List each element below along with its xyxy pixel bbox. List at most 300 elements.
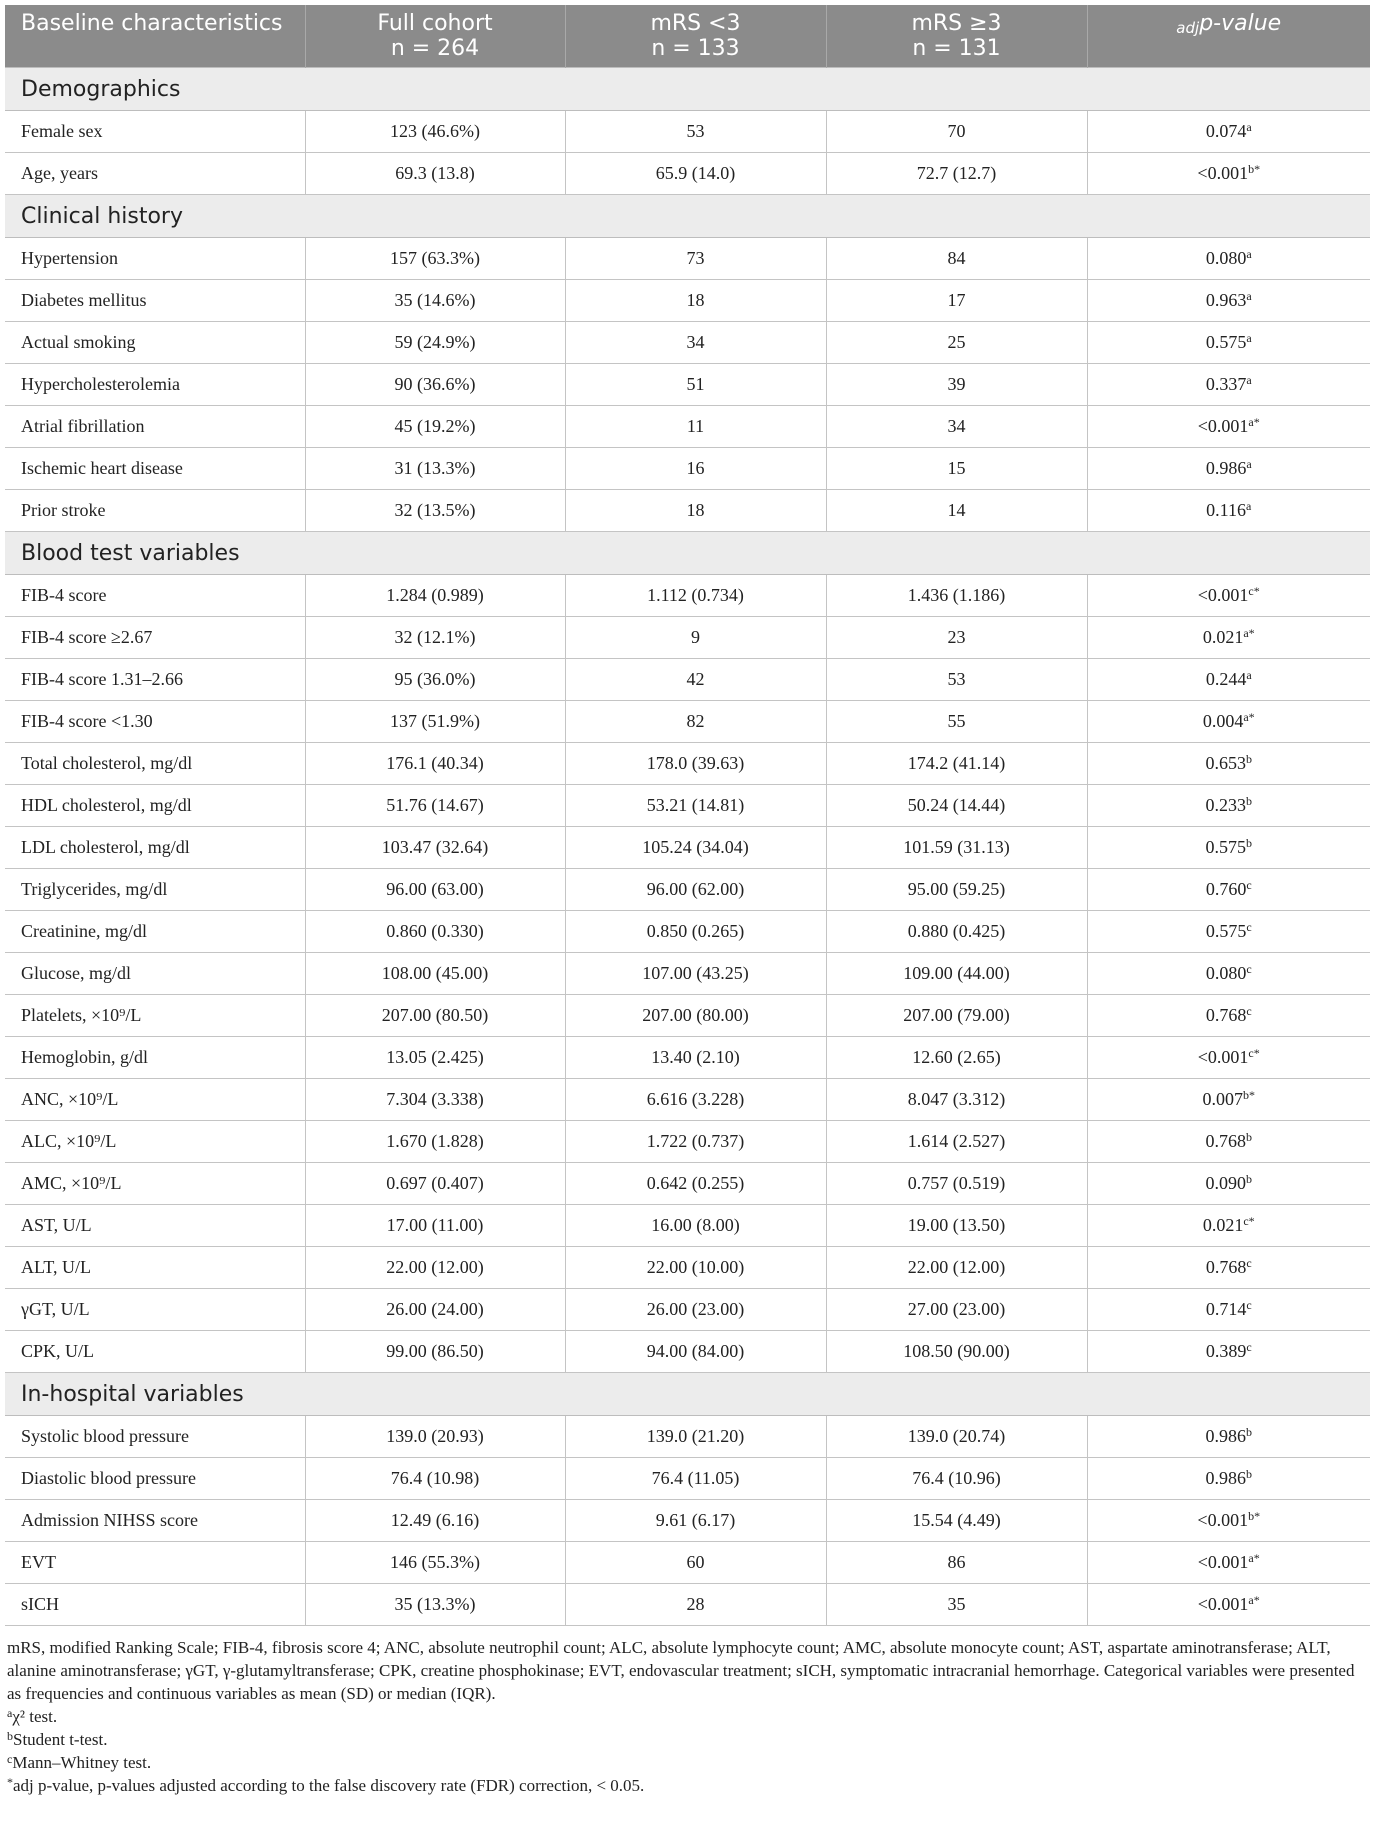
cell-adj-p-value <box>1087 1416 1370 1458</box>
cell-adj-p-value <box>1087 995 1370 1037</box>
cell-mrs-3-or-more: 27.00 (23.00) <box>826 1289 1087 1331</box>
cell-adj-p-value <box>1087 575 1370 617</box>
section-title: Blood test variables <box>5 532 1370 575</box>
cell-mrs-below-3: 0.642 (0.255) <box>565 1163 826 1205</box>
p-value-test-marker: c* <box>1243 1214 1255 1228</box>
cell-characteristic: FIB-4 score <1.30 <box>5 701 305 743</box>
cell-mrs-below-3: 60 <box>565 1542 826 1584</box>
footnote-abbreviations: mRS, modified Ranking Scale; FIB-4, fibrosis score 4; ANC, absolute neutrophil count; ALC, absolute lymphocyte count; AMC, absolute monocyte count; AST, aspartate aminotransferase; ALT, alanine aminotransferase; γGT, γ-glutamyltransferase; CPK, creatine phosphokinase; EVT, endovascular treatment; sICH, symptomatic intracranial hemorrhage. Categorical variables were presented as frequencies and continuous variables as mean (SD) or median (IQR). <box>7 1638 1355 1703</box>
cell-characteristic: Admission NIHSS score <box>5 1500 305 1542</box>
cell-characteristic: EVT <box>5 1542 305 1584</box>
cell-full-cohort: 90 (36.6%) <box>305 364 565 406</box>
cell-full-cohort: 139.0 (20.93) <box>305 1416 565 1458</box>
cell-mrs-3-or-more: 0.757 (0.519) <box>826 1163 1087 1205</box>
cell-mrs-3-or-more: 174.2 (41.14) <box>826 743 1087 785</box>
cell-characteristic: Prior stroke <box>5 490 305 532</box>
cell-mrs-3-or-more: 17 <box>826 280 1087 322</box>
header-mrs-3-or-more-n: n = 131 <box>912 36 1001 61</box>
cell-mrs-3-or-more: 14 <box>826 490 1087 532</box>
cell-adj-p-value <box>1087 785 1370 827</box>
table-row <box>5 617 1370 659</box>
cell-full-cohort: 59 (24.9%) <box>305 322 565 364</box>
p-value: 0.080 <box>1205 963 1247 983</box>
cell-mrs-3-or-more: 12.60 (2.65) <box>826 1037 1087 1079</box>
cell-mrs-3-or-more: 72.7 (12.7) <box>826 153 1087 195</box>
table-row <box>5 785 1370 827</box>
header-adj-subscript: adj <box>1176 19 1200 37</box>
p-value-test-marker: a <box>1246 373 1252 387</box>
p-value: 0.768 <box>1205 1257 1247 1277</box>
cell-mrs-below-3: 53.21 (14.81) <box>565 785 826 827</box>
cell-characteristic: sICH <box>5 1584 305 1626</box>
table-row <box>5 238 1370 280</box>
table-row <box>5 1205 1370 1247</box>
cell-adj-p-value <box>1087 617 1370 659</box>
table-row <box>5 322 1370 364</box>
table-row <box>5 1458 1370 1500</box>
cell-full-cohort: 157 (63.3%) <box>305 238 565 280</box>
header-full-cohort <box>305 5 565 68</box>
cell-mrs-3-or-more: 34 <box>826 406 1087 448</box>
cell-adj-p-value <box>1087 153 1370 195</box>
cell-adj-p-value <box>1087 322 1370 364</box>
cell-characteristic: ALC, ×10⁹/L <box>5 1121 305 1163</box>
cell-mrs-below-3: 1.112 (0.734) <box>565 575 826 617</box>
p-value-test-marker: a <box>1246 120 1252 134</box>
header-adj-p-value <box>1087 5 1370 68</box>
cell-mrs-3-or-more: 86 <box>826 1542 1087 1584</box>
cell-full-cohort: 207.00 (80.50) <box>305 995 565 1037</box>
p-value: 0.986 <box>1205 1426 1246 1446</box>
cell-adj-p-value <box>1087 1584 1370 1626</box>
cell-characteristic: Creatinine, mg/dl <box>5 911 305 953</box>
cell-full-cohort: 108.00 (45.00) <box>305 953 565 995</box>
cell-mrs-below-3: 9 <box>565 617 826 659</box>
cell-mrs-3-or-more: 35 <box>826 1584 1087 1626</box>
p-value: 0.007 <box>1202 1089 1243 1109</box>
p-value: 0.233 <box>1205 795 1246 815</box>
cell-characteristic: FIB-4 score <box>5 575 305 617</box>
p-value-test-marker: c <box>1246 920 1252 934</box>
footnote-b-mark: b <box>7 1729 13 1743</box>
cell-full-cohort: 32 (12.1%) <box>305 617 565 659</box>
section-row <box>5 68 1370 111</box>
table-row <box>5 364 1370 406</box>
p-value-test-marker: c <box>1246 878 1252 892</box>
p-value: <0.001 <box>1197 1552 1249 1572</box>
cell-adj-p-value <box>1087 280 1370 322</box>
cell-adj-p-value <box>1087 1079 1370 1121</box>
cell-characteristic: Atrial fibrillation <box>5 406 305 448</box>
table-row <box>5 953 1370 995</box>
p-value: 0.714 <box>1205 1299 1247 1319</box>
p-value-test-marker: b <box>1246 752 1252 766</box>
cell-adj-p-value <box>1087 1037 1370 1079</box>
cell-mrs-3-or-more: 207.00 (79.00) <box>826 995 1087 1037</box>
cell-mrs-below-3: 16.00 (8.00) <box>565 1205 826 1247</box>
footnote-a-mark: a <box>7 1706 13 1720</box>
section-row <box>5 195 1370 238</box>
cell-mrs-3-or-more: 1.614 (2.527) <box>826 1121 1087 1163</box>
cell-adj-p-value <box>1087 238 1370 280</box>
cell-adj-p-value <box>1087 406 1370 448</box>
p-value-test-marker: a* <box>1248 415 1260 429</box>
table-row <box>5 1584 1370 1626</box>
p-value: <0.001 <box>1197 416 1249 436</box>
cell-mrs-below-3: 73 <box>565 238 826 280</box>
header-p-value-label: p-value <box>1199 11 1282 36</box>
cell-mrs-3-or-more: 1.436 (1.186) <box>826 575 1087 617</box>
footnote-star-text: adj p-value, p-values adjusted according to the false discovery rate (FDR) correction, < 0.05. <box>13 1776 645 1795</box>
cell-mrs-below-3: 139.0 (21.20) <box>565 1416 826 1458</box>
cell-characteristic: Platelets, ×10⁹/L <box>5 995 305 1037</box>
cell-characteristic: AMC, ×10⁹/L <box>5 1163 305 1205</box>
cell-characteristic: Systolic blood pressure <box>5 1416 305 1458</box>
cell-mrs-below-3: 51 <box>565 364 826 406</box>
cell-adj-p-value <box>1087 1289 1370 1331</box>
p-value-test-marker: a <box>1246 499 1252 513</box>
p-value: <0.001 <box>1197 163 1249 183</box>
header-mrs-3-or-more <box>826 5 1087 68</box>
cell-characteristic: Female sex <box>5 111 305 153</box>
cell-full-cohort: 1.670 (1.828) <box>305 1121 565 1163</box>
p-value: 0.021 <box>1202 627 1244 647</box>
p-value-test-marker: a* <box>1248 1551 1260 1565</box>
p-value-test-marker: a* <box>1243 710 1255 724</box>
table-header <box>5 5 1370 68</box>
cell-mrs-below-3: 13.40 (2.10) <box>565 1037 826 1079</box>
cell-adj-p-value <box>1087 364 1370 406</box>
cell-mrs-below-3: 107.00 (43.25) <box>565 953 826 995</box>
p-value-test-marker: a* <box>1243 626 1255 640</box>
cell-full-cohort: 35 (13.3%) <box>305 1584 565 1626</box>
p-value-test-marker: b* <box>1243 1088 1255 1102</box>
footnote-b <box>7 1728 1368 1751</box>
cell-characteristic: Ischemic heart disease <box>5 448 305 490</box>
cell-full-cohort: 76.4 (10.98) <box>305 1458 565 1500</box>
cell-adj-p-value <box>1087 448 1370 490</box>
cell-mrs-below-3: 207.00 (80.00) <box>565 995 826 1037</box>
cell-mrs-3-or-more: 19.00 (13.50) <box>826 1205 1087 1247</box>
table-row <box>5 1542 1370 1584</box>
table-row <box>5 1247 1370 1289</box>
p-value-test-marker: a <box>1246 289 1252 303</box>
p-value-test-marker: c <box>1246 962 1252 976</box>
p-value: 0.986 <box>1205 458 1247 478</box>
cell-adj-p-value <box>1087 1542 1370 1584</box>
cell-full-cohort: 31 (13.3%) <box>305 448 565 490</box>
table-container <box>5 5 1370 1797</box>
cell-adj-p-value <box>1087 1500 1370 1542</box>
p-value-test-marker: b <box>1246 1467 1252 1481</box>
section-title: Clinical history <box>5 195 1370 238</box>
cell-adj-p-value <box>1087 911 1370 953</box>
cell-mrs-3-or-more: 70 <box>826 111 1087 153</box>
baseline-characteristics-table <box>5 5 1370 1626</box>
table-row <box>5 280 1370 322</box>
footnote-a-text: χ² test. <box>12 1707 58 1726</box>
cell-full-cohort: 17.00 (11.00) <box>305 1205 565 1247</box>
p-value-test-marker: a <box>1246 247 1252 261</box>
cell-characteristic: Total cholesterol, mg/dl <box>5 743 305 785</box>
cell-characteristic: ANC, ×10⁹/L <box>5 1079 305 1121</box>
cell-mrs-3-or-more: 25 <box>826 322 1087 364</box>
p-value: 0.963 <box>1205 290 1247 310</box>
cell-mrs-below-3: 0.850 (0.265) <box>565 911 826 953</box>
p-value: 0.575 <box>1205 837 1246 857</box>
p-value-test-marker: b <box>1246 794 1252 808</box>
table-row <box>5 1331 1370 1373</box>
table-row <box>5 1289 1370 1331</box>
footnote-star <box>7 1774 1368 1797</box>
cell-full-cohort: 32 (13.5%) <box>305 490 565 532</box>
section-row <box>5 532 1370 575</box>
cell-adj-p-value <box>1087 1205 1370 1247</box>
cell-full-cohort: 45 (19.2%) <box>305 406 565 448</box>
section-title: In-hospital variables <box>5 1373 1370 1416</box>
cell-mrs-below-3: 105.24 (34.04) <box>565 827 826 869</box>
table-row <box>5 448 1370 490</box>
cell-mrs-below-3: 65.9 (14.0) <box>565 153 826 195</box>
cell-characteristic: LDL cholesterol, mg/dl <box>5 827 305 869</box>
p-value: <0.001 <box>1197 1047 1249 1067</box>
footnote-b-text: Student t-test. <box>13 1730 108 1749</box>
table-row <box>5 701 1370 743</box>
cell-characteristic: γGT, U/L <box>5 1289 305 1331</box>
header-full-cohort-title: Full cohort <box>377 11 493 36</box>
p-value: 0.389 <box>1205 1341 1247 1361</box>
cell-mrs-below-3: 18 <box>565 280 826 322</box>
cell-mrs-3-or-more: 22.00 (12.00) <box>826 1247 1087 1289</box>
cell-characteristic: ALT, U/L <box>5 1247 305 1289</box>
table-body <box>5 68 1370 1626</box>
p-value: 0.768 <box>1205 1131 1246 1151</box>
cell-mrs-below-3: 11 <box>565 406 826 448</box>
p-value: 0.080 <box>1205 248 1247 268</box>
p-value-test-marker: c* <box>1248 584 1260 598</box>
cell-full-cohort: 137 (51.9%) <box>305 701 565 743</box>
footnote-c <box>7 1751 1368 1774</box>
p-value-test-marker: a <box>1246 457 1252 471</box>
cell-mrs-below-3: 26.00 (23.00) <box>565 1289 826 1331</box>
table-row <box>5 1416 1370 1458</box>
cell-adj-p-value <box>1087 1121 1370 1163</box>
p-value-test-marker: b <box>1246 836 1252 850</box>
table-row <box>5 490 1370 532</box>
cell-adj-p-value <box>1087 1163 1370 1205</box>
p-value-test-marker: c* <box>1248 1046 1260 1060</box>
cell-characteristic: Hypertension <box>5 238 305 280</box>
cell-adj-p-value <box>1087 701 1370 743</box>
p-value-test-marker: b <box>1246 1172 1252 1186</box>
cell-mrs-below-3: 18 <box>565 490 826 532</box>
p-value-test-marker: b <box>1246 1130 1252 1144</box>
cell-mrs-3-or-more: 15 <box>826 448 1087 490</box>
cell-mrs-3-or-more: 84 <box>826 238 1087 280</box>
p-value: 0.653 <box>1205 753 1246 773</box>
table-row <box>5 1079 1370 1121</box>
cell-characteristic: HDL cholesterol, mg/dl <box>5 785 305 827</box>
p-value-test-marker: a <box>1246 331 1252 345</box>
p-value-test-marker: c <box>1246 1340 1252 1354</box>
p-value: 0.760 <box>1205 879 1247 899</box>
cell-adj-p-value <box>1087 1458 1370 1500</box>
cell-mrs-below-3: 76.4 (11.05) <box>565 1458 826 1500</box>
p-value-test-marker: c <box>1246 1256 1252 1270</box>
cell-mrs-3-or-more: 8.047 (3.312) <box>826 1079 1087 1121</box>
table-row <box>5 406 1370 448</box>
cell-adj-p-value <box>1087 953 1370 995</box>
table-row <box>5 743 1370 785</box>
cell-mrs-below-3: 96.00 (62.00) <box>565 869 826 911</box>
cell-characteristic: Age, years <box>5 153 305 195</box>
header-mrs-below-3-title: mRS <3 <box>650 11 741 36</box>
cell-characteristic: CPK, U/L <box>5 1331 305 1373</box>
p-value-test-marker: b* <box>1248 1509 1261 1523</box>
cell-mrs-below-3: 22.00 (10.00) <box>565 1247 826 1289</box>
cell-mrs-3-or-more: 55 <box>826 701 1087 743</box>
p-value-test-marker: a <box>1246 668 1252 682</box>
cell-mrs-below-3: 42 <box>565 659 826 701</box>
cell-full-cohort: 146 (55.3%) <box>305 1542 565 1584</box>
p-value: <0.001 <box>1197 1594 1249 1614</box>
p-value: 0.575 <box>1205 921 1247 941</box>
p-value: 0.004 <box>1202 711 1244 731</box>
cell-characteristic: Glucose, mg/dl <box>5 953 305 995</box>
cell-full-cohort: 0.860 (0.330) <box>305 911 565 953</box>
p-value: <0.001 <box>1197 585 1249 605</box>
table-row <box>5 111 1370 153</box>
table-row <box>5 869 1370 911</box>
cell-mrs-3-or-more: 139.0 (20.74) <box>826 1416 1087 1458</box>
section-row <box>5 1373 1370 1416</box>
cell-full-cohort: 7.304 (3.338) <box>305 1079 565 1121</box>
cell-characteristic: Actual smoking <box>5 322 305 364</box>
cell-full-cohort: 99.00 (86.50) <box>305 1331 565 1373</box>
cell-mrs-below-3: 94.00 (84.00) <box>565 1331 826 1373</box>
p-value: 0.074 <box>1205 121 1247 141</box>
cell-mrs-below-3: 53 <box>565 111 826 153</box>
cell-mrs-3-or-more: 39 <box>826 364 1087 406</box>
p-value-test-marker: c <box>1246 1298 1252 1312</box>
header-mrs-below-3 <box>565 5 826 68</box>
table-row <box>5 1037 1370 1079</box>
cell-full-cohort: 13.05 (2.425) <box>305 1037 565 1079</box>
cell-adj-p-value <box>1087 659 1370 701</box>
cell-adj-p-value <box>1087 827 1370 869</box>
cell-full-cohort: 103.47 (32.64) <box>305 827 565 869</box>
cell-mrs-3-or-more: 76.4 (10.96) <box>826 1458 1087 1500</box>
cell-full-cohort: 95 (36.0%) <box>305 659 565 701</box>
p-value-test-marker: a* <box>1248 1593 1260 1607</box>
cell-characteristic: Hypercholesterolemia <box>5 364 305 406</box>
table-row <box>5 1500 1370 1542</box>
header-mrs-3-or-more-title: mRS ≥3 <box>911 11 1002 36</box>
cell-mrs-below-3: 16 <box>565 448 826 490</box>
section-title: Demographics <box>5 68 1370 111</box>
cell-characteristic: Triglycerides, mg/dl <box>5 869 305 911</box>
cell-full-cohort: 26.00 (24.00) <box>305 1289 565 1331</box>
cell-characteristic: Diastolic blood pressure <box>5 1458 305 1500</box>
cell-adj-p-value <box>1087 490 1370 532</box>
table-row <box>5 153 1370 195</box>
cell-mrs-below-3: 1.722 (0.737) <box>565 1121 826 1163</box>
table-footnotes <box>5 1636 1370 1797</box>
p-value: 0.244 <box>1205 669 1247 689</box>
cell-mrs-3-or-more: 15.54 (4.49) <box>826 1500 1087 1542</box>
cell-mrs-3-or-more: 95.00 (59.25) <box>826 869 1087 911</box>
cell-full-cohort: 176.1 (40.34) <box>305 743 565 785</box>
cell-full-cohort: 1.284 (0.989) <box>305 575 565 617</box>
p-value: 0.575 <box>1205 332 1247 352</box>
cell-characteristic: AST, U/L <box>5 1205 305 1247</box>
p-value: 0.021 <box>1202 1215 1244 1235</box>
footnote-c-text: Mann–Whitney test. <box>12 1753 152 1772</box>
p-value: <0.001 <box>1197 1510 1249 1530</box>
p-value: 0.986 <box>1205 1468 1246 1488</box>
table-row <box>5 575 1370 617</box>
cell-mrs-below-3: 6.616 (3.228) <box>565 1079 826 1121</box>
cell-mrs-below-3: 34 <box>565 322 826 364</box>
table-row <box>5 1163 1370 1205</box>
table-row <box>5 911 1370 953</box>
table-row <box>5 995 1370 1037</box>
cell-mrs-below-3: 82 <box>565 701 826 743</box>
p-value-test-marker: c <box>1246 1004 1252 1018</box>
p-value: 0.090 <box>1205 1173 1246 1193</box>
header-baseline-characteristics: Baseline characteristics <box>5 5 305 68</box>
p-value: 0.116 <box>1206 500 1246 520</box>
cell-full-cohort: 51.76 (14.67) <box>305 785 565 827</box>
footnote-star-mark: * <box>7 1775 13 1789</box>
table-row <box>5 827 1370 869</box>
cell-mrs-3-or-more: 23 <box>826 617 1087 659</box>
cell-full-cohort: 96.00 (63.00) <box>305 869 565 911</box>
cell-mrs-below-3: 178.0 (39.63) <box>565 743 826 785</box>
cell-adj-p-value <box>1087 869 1370 911</box>
cell-mrs-3-or-more: 101.59 (31.13) <box>826 827 1087 869</box>
cell-full-cohort: 0.697 (0.407) <box>305 1163 565 1205</box>
cell-mrs-3-or-more: 108.50 (90.00) <box>826 1331 1087 1373</box>
cell-full-cohort: 12.49 (6.16) <box>305 1500 565 1542</box>
cell-full-cohort: 22.00 (12.00) <box>305 1247 565 1289</box>
header-mrs-below-3-n: n = 133 <box>651 36 740 61</box>
cell-mrs-3-or-more: 109.00 (44.00) <box>826 953 1087 995</box>
p-value: 0.337 <box>1205 374 1247 394</box>
p-value: 0.768 <box>1205 1005 1247 1025</box>
cell-characteristic: FIB-4 score ≥2.67 <box>5 617 305 659</box>
cell-characteristic: FIB-4 score 1.31–2.66 <box>5 659 305 701</box>
table-row <box>5 1121 1370 1163</box>
cell-characteristic: Hemoglobin, g/dl <box>5 1037 305 1079</box>
cell-mrs-below-3: 28 <box>565 1584 826 1626</box>
cell-mrs-3-or-more: 0.880 (0.425) <box>826 911 1087 953</box>
p-value-test-marker: b <box>1246 1425 1252 1439</box>
cell-full-cohort: 69.3 (13.8) <box>305 153 565 195</box>
cell-mrs-3-or-more: 53 <box>826 659 1087 701</box>
footnote-c-mark: c <box>7 1752 13 1766</box>
table-row <box>5 659 1370 701</box>
cell-mrs-below-3: 9.61 (6.17) <box>565 1500 826 1542</box>
p-value-test-marker: b* <box>1248 162 1261 176</box>
cell-adj-p-value <box>1087 1331 1370 1373</box>
cell-mrs-3-or-more: 50.24 (14.44) <box>826 785 1087 827</box>
header-full-cohort-n: n = 264 <box>390 36 480 61</box>
cell-adj-p-value <box>1087 111 1370 153</box>
cell-characteristic: Diabetes mellitus <box>5 280 305 322</box>
cell-adj-p-value <box>1087 1247 1370 1289</box>
cell-adj-p-value <box>1087 743 1370 785</box>
